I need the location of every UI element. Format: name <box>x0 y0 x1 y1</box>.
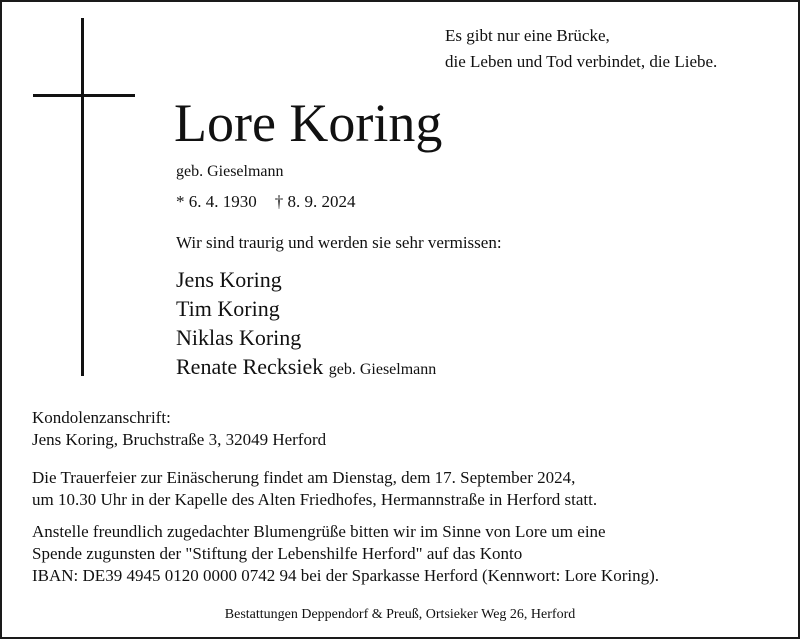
mourning-intro: Wir sind traurig und werden sie sehr vermissen: <box>176 233 502 252</box>
donation-paragraph <box>32 521 770 587</box>
mourner-name: Renate Recksiek <box>176 354 324 379</box>
ceremony-paragraph <box>32 467 770 511</box>
funeral-home-footer: Bestattungen Deppendorf & Preuß, Ortsieker Weg 26, Herford <box>224 607 576 622</box>
memorial-quote <box>445 23 717 75</box>
mourner-jens-koring <box>176 265 282 294</box>
mourner-name: Niklas Koring <box>176 325 302 350</box>
donation-line-2: Spende zugunsten der "Stiftung der Lebenshilfe Herford" auf das Konto <box>32 544 523 563</box>
mourner-niklas-koring <box>176 323 301 352</box>
mourner-name: Jens Koring <box>176 267 282 292</box>
cross-horizontal-bar <box>33 94 135 97</box>
condolence-address-block <box>32 407 326 451</box>
birth-date: * 6. 4. 1930 <box>176 192 257 211</box>
donation-line-1: Anstelle freundlich zugedachter Blumengrüße bitten wir im Sinne von Lore um eine <box>32 522 606 541</box>
quote-line-2: die Leben und Tod verbindet, die Liebe. <box>445 52 718 71</box>
donation-line-3: IBAN: DE39 4945 0120 0000 0742 94 bei der Sparkasse Herford (Kennwort: Lore Koring). <box>32 566 659 585</box>
mourner-name: Tim Koring <box>176 296 280 321</box>
condolence-label: Kondolenzanschrift: <box>32 408 171 427</box>
mourner-birth-name: geb. Gieselmann <box>328 361 437 378</box>
condolence-address: Jens Koring, Bruchstraße 3, 32049 Herford <box>32 430 327 449</box>
cross-vertical-bar <box>81 18 84 376</box>
quote-line-1: Es gibt nur eine Brücke, <box>445 26 610 45</box>
death-date: † 8. 9. 2024 <box>274 192 356 211</box>
ceremony-line-2: um 10.30 Uhr in der Kapelle des Alten Friedhofes, Hermannstraße in Herford statt. <box>32 490 598 509</box>
ceremony-line-1: Die Trauerfeier zur Einäscherung findet am Dienstag, dem 17. September 2024, <box>32 468 576 487</box>
deceased-birth-name: geb. Gieselmann <box>176 163 284 180</box>
mourner-tim-koring <box>176 294 280 323</box>
deceased-name: Lore Koring <box>174 93 443 153</box>
life-dates <box>176 191 356 213</box>
mourner-renate-recksiek <box>176 352 436 384</box>
